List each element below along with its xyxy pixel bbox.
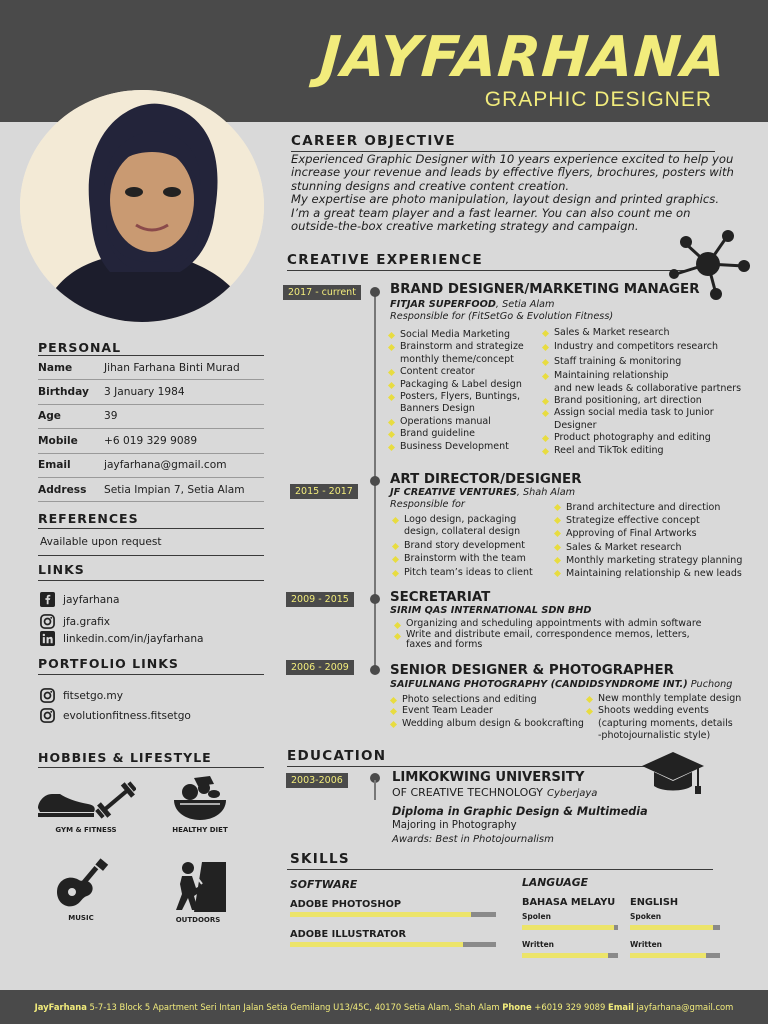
email-value[interactable]: jayfarhana@gmail.com <box>104 459 227 472</box>
awards: Awards: Best in Photojournalism <box>392 834 554 845</box>
skill-name: ADOBE PHOTOSHOP <box>290 899 402 910</box>
education-heading: EDUCATION <box>287 748 387 764</box>
references-text: Available upon request <box>40 536 162 548</box>
diploma: Diploma in Graphic Design & Multimedia <box>392 805 648 818</box>
link-facebook[interactable] <box>40 592 120 607</box>
divider <box>287 270 691 271</box>
link-label: fitsetgo.my <box>63 689 123 702</box>
timeline-line <box>374 780 376 800</box>
list-item: Brainstorm with the team <box>390 553 533 565</box>
footer-phone: +6019 329 9089 <box>531 1002 608 1012</box>
objective-line: stunning designs and creative content creation. <box>291 178 570 193</box>
job-bullets-right <box>540 327 741 457</box>
list-item: Brand positioning, art direction <box>540 395 741 407</box>
list-item: Photo selections and editing <box>388 694 584 705</box>
personal-label: Name <box>38 361 73 374</box>
instagram-icon <box>40 708 55 723</box>
instagram-icon <box>40 614 55 629</box>
job-title: GRAPHIC DESIGNER <box>484 88 712 111</box>
divider <box>38 528 264 529</box>
hobby-label: OUTDOORS <box>175 916 221 924</box>
university-subtitle <box>392 786 597 799</box>
timeline-dot <box>370 665 380 675</box>
skill-bar-fill <box>290 912 471 917</box>
job-title: SENIOR DESIGNER & PHOTOGRAPHER <box>390 663 674 678</box>
personal-table <box>38 356 264 502</box>
personal-value: +6 019 329 9089 <box>104 434 198 447</box>
job-bullets-left <box>388 694 584 729</box>
language-name: BAHASA MELAYU <box>522 897 616 908</box>
company-name: SIRIM QAS INTERNATIONAL SDN BHD <box>390 605 592 616</box>
list-item: Pitch team’s ideas to client <box>390 567 533 579</box>
portfolio-link[interactable] <box>40 708 191 723</box>
personal-label: Email <box>38 459 71 472</box>
list-item: Brand guideline <box>386 428 524 440</box>
experience-heading: CREATIVE EXPERIENCE <box>287 252 484 268</box>
list-item: faxes and forms <box>406 639 483 651</box>
list-item: monthly theme/concept <box>400 353 514 365</box>
list-item: Social Media Marketing <box>386 329 524 341</box>
list-item: Logo design, packaging <box>390 514 533 526</box>
link-linkedin[interactable] <box>40 631 204 646</box>
timeline-dot <box>370 594 380 604</box>
skill-name: ADOBE ILLUSTRATOR <box>290 929 407 940</box>
divider <box>287 766 691 767</box>
language-name: ENGLISH <box>630 897 679 908</box>
list-item: Industry and competitors research <box>540 341 741 353</box>
personal-label: Birthday <box>38 386 89 399</box>
objective-line: outside-the-box creative marketing strategy and campaign. <box>291 219 639 234</box>
year-badge: 2006 - 2009 <box>286 660 354 675</box>
divider <box>38 767 264 768</box>
divider <box>38 674 264 675</box>
job-bullets-right <box>552 501 742 580</box>
link-instagram[interactable] <box>40 614 110 629</box>
objective-line: Experienced Graphic Designer with 10 years experience excited to help you <box>291 152 734 166</box>
major: Majoring in Photography <box>392 820 517 831</box>
personal-row <box>38 380 264 404</box>
university-location: Cyberjaya <box>546 788 598 799</box>
list-item: design, collateral design <box>404 526 521 538</box>
list-item: Posters, Flyers, Buntings, <box>386 391 524 403</box>
timeline-dot <box>370 476 380 486</box>
skills-heading: SKILLS <box>290 851 350 867</box>
job-title: BRAND DESIGNER/MARKETING MANAGER <box>390 282 700 297</box>
skill-bar-fill <box>630 925 713 930</box>
year-badge: 2017 - current <box>283 285 361 300</box>
list-item: Brand story development <box>390 540 533 552</box>
objective-text <box>291 153 751 233</box>
language-written-label: Written <box>630 940 663 949</box>
list-item: Reel and TikTok editing <box>540 445 741 457</box>
personal-row <box>38 478 264 502</box>
footer-email[interactable]: jayfarhana@gmail.com <box>633 1002 734 1012</box>
job-title: SECRETARIAT <box>390 590 491 605</box>
responsibility-intro: Responsible for (FitSetGo & Evolution Fitness) <box>390 311 614 322</box>
language-spoken-label: Spolen <box>522 912 551 921</box>
list-item: Staff training & monitoring <box>540 356 741 368</box>
profile-photo <box>20 90 264 322</box>
divider <box>38 580 264 581</box>
footer-name: JayFarhana <box>34 1002 87 1012</box>
personal-label: Age <box>38 410 61 423</box>
references-heading: REFERENCES <box>38 511 139 526</box>
company-location: Puchong <box>687 679 733 690</box>
list-item: New monthly template design <box>584 693 741 705</box>
company-name <box>390 679 732 690</box>
personal-value: Jihan Farhana Binti Murad <box>104 361 240 374</box>
list-item: Banners Design <box>400 403 475 415</box>
job-title: ART DIRECTOR/DESIGNER <box>390 472 582 487</box>
objective-line: My expertise are photo manipulation, layout design and printed graphics. <box>291 192 720 207</box>
personal-row <box>38 429 264 453</box>
footer-email-label: Email <box>607 1002 634 1012</box>
list-item: Designer <box>554 419 597 431</box>
link-label: evolutionfitness.fitsetgo <box>63 709 191 722</box>
company-name <box>390 487 575 498</box>
link-label: linkedin.com/in/jayfarhana <box>63 632 204 645</box>
timeline-dot <box>370 287 380 297</box>
language-bar <box>630 925 720 930</box>
list-item: Organizing and scheduling appointments with admin software <box>392 619 701 630</box>
hobby-label: MUSIC <box>68 914 94 922</box>
list-item: Product photography and editing <box>540 432 741 444</box>
hobby-outdoors <box>160 858 236 924</box>
divider <box>38 555 264 556</box>
list-item: and new leads & collaborative partners <box>554 382 742 394</box>
software-label: SOFTWARE <box>290 878 358 891</box>
language-spoken-label: Spoken <box>630 912 662 921</box>
language-label: LANGUAGE <box>522 876 589 889</box>
list-item: Brand architecture and direction <box>552 501 742 514</box>
skill-bar <box>290 912 496 917</box>
portfolio-heading: PORTFOLIO LINKS <box>38 656 179 671</box>
hobby-diet <box>160 774 240 834</box>
guitar-icon <box>51 858 111 912</box>
personal-value: Setia Impian 7, Setia Alam <box>104 483 245 496</box>
footer-address: 5-7-13 Block 5 Apartment Seri Intan Jalan Setia Gemilang U13/45C, 40170 Setia Alam, Shah Alam <box>86 1002 503 1012</box>
footer-phone-label: Phone <box>502 1002 532 1012</box>
list-item: Maintaining relationship & new leads <box>552 567 742 580</box>
list-item: Monthly marketing strategy planning <box>552 554 742 567</box>
list-item: (capturing moments, details <box>598 717 733 729</box>
list-item: Wedding album design & bookcrafting <box>388 718 584 729</box>
company: SAIFULNANG PHOTOGRAPHY (CANDIDSYNDROME INT.) <box>390 679 688 690</box>
facebook-icon <box>40 592 55 607</box>
list-item: Maintaining relationship <box>540 370 741 382</box>
skill-bar-fill <box>522 925 614 930</box>
list-item: Event Team Leader <box>388 705 584 716</box>
objective-line: I’m a great team player and a fast learner. You can also count me on <box>291 205 691 220</box>
list-item: Approving of Final Artworks <box>552 527 742 540</box>
skill-bar <box>290 942 496 947</box>
job-bullets-left <box>390 514 533 579</box>
year-badge: 2015 - 2017 <box>290 484 358 499</box>
objective-line: increase your revenue and leads by effective flyers, brochures, posters with <box>291 165 734 180</box>
language-written-label: Written <box>522 940 555 949</box>
list-item: -photojournalistic style) <box>598 730 711 742</box>
list-item: Strategize effective concept <box>552 514 742 527</box>
language-bar <box>630 953 720 958</box>
company: JF CREATIVE VENTURES <box>390 487 517 498</box>
list-item: Write and distribute email, correspondence memos, letters, <box>392 630 701 641</box>
objective-heading: CAREER OBJECTIVE <box>291 133 456 149</box>
list-item: Operations manual <box>386 416 524 428</box>
list-item: Assign social media task to Junior <box>540 407 741 419</box>
hobbies-heading: HOBBIES & LIFESTYLE <box>38 750 212 765</box>
links-heading: LINKS <box>38 562 85 577</box>
personal-value: 39 <box>104 410 118 423</box>
link-label: jfa.grafix <box>63 615 111 628</box>
graduation-cap-icon <box>640 750 706 798</box>
language-bar <box>522 953 618 958</box>
name-heading: JAYFARHANA <box>317 25 729 90</box>
instagram-icon <box>40 688 55 703</box>
personal-row <box>38 454 264 478</box>
hobby-label: HEALTHY DIET <box>172 826 228 834</box>
year-badge: 2003-2006 <box>286 773 348 788</box>
job-bullets-left <box>392 619 701 651</box>
personal-row <box>38 356 264 380</box>
hiking-icon <box>168 858 228 914</box>
list-item: Brainstorm and strategize <box>386 341 524 353</box>
job-bullets-right <box>584 693 741 743</box>
personal-value: 3 January 1984 <box>104 386 185 399</box>
responsibility-intro: Responsible for <box>390 499 465 510</box>
list-item: Sales & Market research <box>540 327 741 339</box>
list-item: Content creator <box>386 366 524 378</box>
company: FITJAR SUPERFOOD <box>390 299 496 310</box>
skill-bar-fill <box>290 942 463 947</box>
skill-bar-fill <box>630 953 706 958</box>
year-badge: 2009 - 2015 <box>286 592 354 607</box>
portfolio-link[interactable] <box>40 688 123 703</box>
hobby-music <box>34 858 128 922</box>
hobby-label: GYM & FITNESS <box>55 826 117 834</box>
list-item: Packaging & Label design <box>386 379 524 391</box>
skill-bar-fill <box>522 953 608 958</box>
personal-label: Address <box>38 483 87 496</box>
language-bar <box>522 925 618 930</box>
personal-label: Mobile <box>38 434 78 447</box>
list-item: Business Development <box>386 441 524 453</box>
hobby-gym <box>34 778 138 834</box>
university-sub: OF CREATIVE TECHNOLOGY <box>392 786 543 799</box>
healthy-diet-icon <box>170 774 230 824</box>
company-location: , Shah Alam <box>516 487 576 498</box>
personal-heading: PERSONAL <box>38 340 122 355</box>
job-bullets-left <box>386 329 524 453</box>
link-label: jayfarhana <box>63 593 120 606</box>
company-name <box>390 299 554 310</box>
list-item: Sales & Market research <box>552 541 742 554</box>
university-name: LIMKOKWING UNIVERSITY <box>392 770 585 785</box>
linkedin-icon <box>40 631 55 646</box>
list-item: Shoots wedding events <box>584 705 741 717</box>
company-location: , Setia Alam <box>495 299 555 310</box>
gym-icon <box>36 778 136 824</box>
divider <box>287 869 713 870</box>
personal-row <box>38 405 264 429</box>
footer-bar <box>0 990 768 1024</box>
